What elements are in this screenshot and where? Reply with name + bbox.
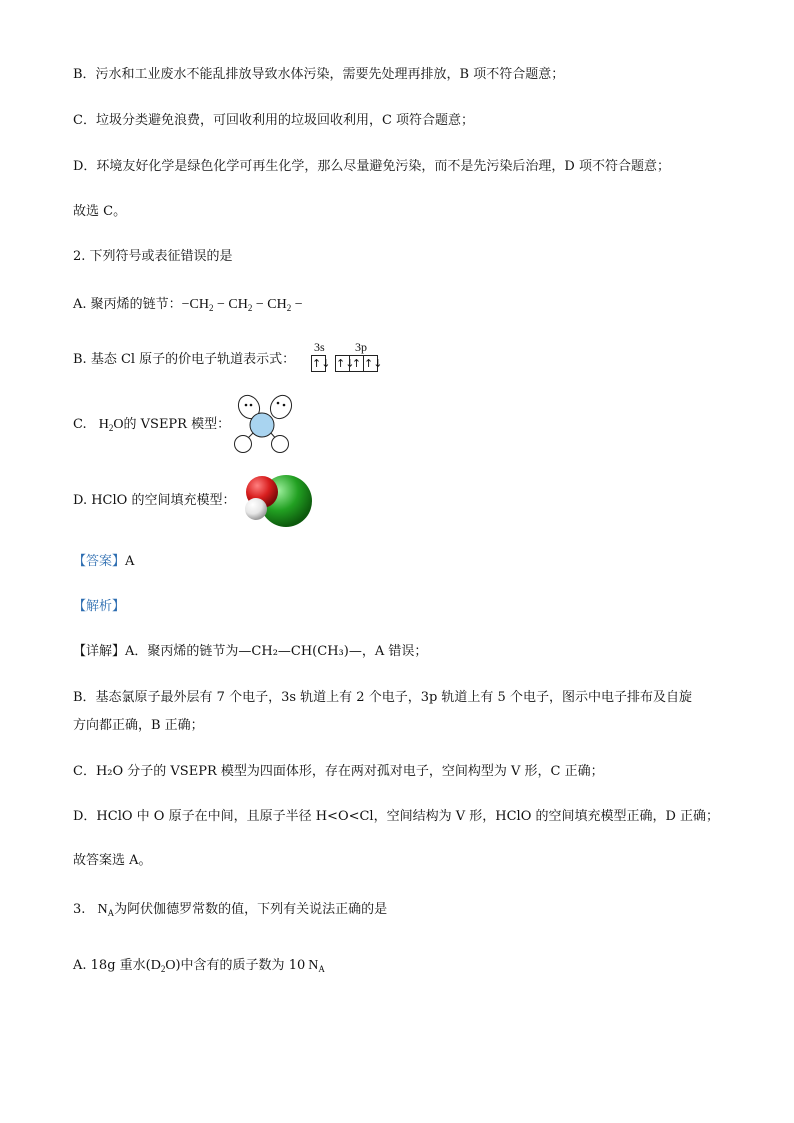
detail-b-line1: B．基态氯原子最外层有 7 个电子，3s 轨道上有 2 个电子，3p 轨道上有 5 个电子，图示中电子排布及自旋: [73, 690, 692, 705]
detail-c: C．H₂O 分子的 VSEPR 模型为四面体形，存在两对孤对电子，空间构型为 V 形，C 正确；: [73, 764, 604, 779]
answer-value: A: [125, 554, 135, 569]
q3-stem: 3. $N_A$为阿伏伽德罗常数的值，下列有关说法正确的是: [73, 902, 388, 918]
detail-d: D．HClO 中 O 原子在中间，且原子半径 H<O<Cl，空间结构为 V 形，HClO 的空间填充模型正确，D 正确；: [73, 809, 720, 824]
orbital-box-3s: ↑↓: [312, 357, 331, 370]
orbital-box-3p-1: ↑↓: [336, 357, 355, 370]
heavy-water-formula: $D_2O$: [150, 958, 176, 974]
avogadro-symbol-2: $N_A$: [308, 958, 325, 974]
detail-tag: 【详解】: [73, 644, 126, 659]
detail-a: 【详解】A．聚丙烯的链节为—CH₂—CH(CH₃)—，A 错误；: [73, 644, 428, 659]
conclusion: 故答案选 A。: [73, 853, 152, 868]
q2-option-d-label: D. HClO 的空间填充模型：: [73, 493, 236, 508]
polypropylene-formula: $-CH_2 - CH_2 - CH_2$ −: [181, 297, 303, 313]
q2-option-a: [73, 296, 303, 317]
detail-b-line2: 方向都正确，B 正确；: [73, 718, 204, 733]
q2-option-b-label: B. 基态 Cl 原子的价电子轨道表示式：: [73, 352, 296, 367]
analysis-tag: 【解析】: [73, 599, 126, 614]
q2-option-c: C. $H_2O$的 VSEPR 模型：: [73, 417, 231, 433]
orbital-box-3p-3: ↑↓: [364, 357, 383, 370]
orbital-3p-label: 3p: [355, 340, 367, 354]
prev-selection: 故选 C。: [73, 204, 127, 219]
avogadro-symbol: $N_A$: [97, 902, 115, 918]
q2-stem: 2. 下列符号或表征错误的是: [73, 249, 233, 264]
prev-option-c: C．垃圾分类避免浪费，可回收利用的垃圾回收利用，C 项符合题意；: [73, 113, 475, 128]
orbital-3s-label: 3s: [314, 340, 325, 354]
prev-option-b: B．污水和工业废水不能乱排放导致水体污染，需要先处理再排放，B 项不符合题意；: [73, 67, 565, 82]
q3-option-a: A. 18g 重水$(D_2O)$中含有的质子数为 10 $N_A$: [73, 958, 325, 974]
answer-tag: 【答案】: [73, 554, 126, 569]
prev-option-d: D．环境友好化学是绿色化学可再生化学，那么尽量避免污染，而不是先污染后治理，D 项不符合题意；: [73, 159, 670, 174]
water-formula: $H_2O$: [98, 417, 124, 433]
hclo-space-filling-model: [236, 472, 316, 528]
answer-line: [73, 553, 134, 571]
q2-option-a-label: A. 聚丙烯的链节：: [73, 297, 182, 312]
orbital-box-3p-2: ↑: [349, 355, 364, 372]
vsepr-water-model: [228, 392, 298, 456]
